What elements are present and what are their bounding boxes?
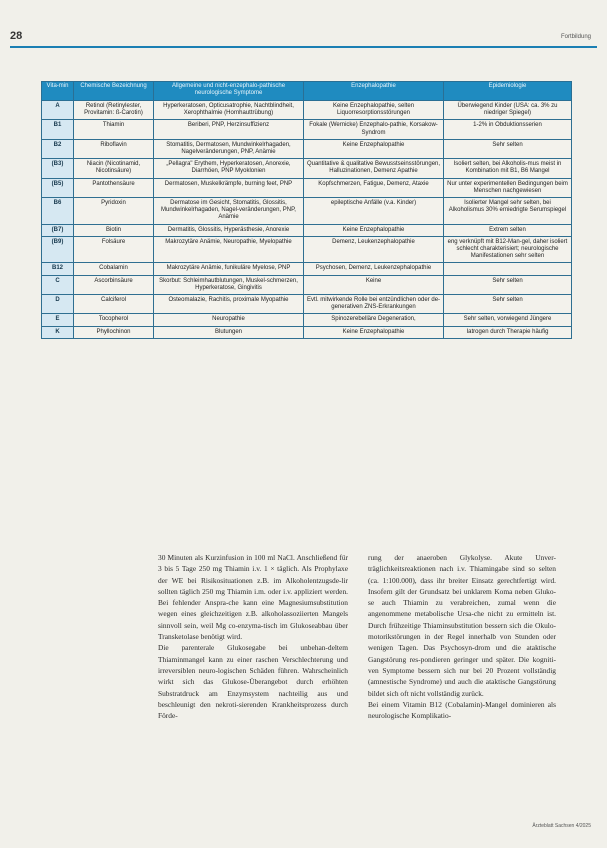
- cell-vitamin: B12: [42, 263, 74, 275]
- cell-epidemiology: Nur unter experimentellen Bedingungen beim Menschen nachgewiesen: [444, 178, 572, 197]
- cell-epidemiology: Sehr selten: [444, 139, 572, 158]
- paragraph: Bei einem Vitamin B12 (Cobalamin)-Mangel dominieren als neurologische Komplikatio-: [368, 699, 556, 721]
- paragraph: rung der anaeroben Glykolyse. Akute Unver-träglichkeitsreaktionen nach i.v. Thiamingabe sind so selten (ca. 1:100.000), dass ihr breiter Einsatz gerechtfertigt wird. Insofern gilt der Grundsatz bei unklarem Koma neben Gluko-se auch Thiamin zu verabreichen, zumal wenn die angenommene metabolische Ursa-che nicht zu ermitteln ist. Durch frühzeitige Thiaminsubstitution bessern sich die Okulo-motorikstörungen in der Regel innerhalb von Stunden oder wenigen Tagen. Das Psychosyn-drom und die ataktische Gangstörung res-pondieren geringer und später. Die kogniti-ven Symptome bessern sich nur bei 20 Prozent vollständig (amnestische Syndrome) und auch die ataktische Gangstörung bildet sich oft nicht vollständig zurück.: [368, 553, 556, 698]
- cell-vitamin: B6: [42, 198, 74, 225]
- cell-epidemiology: Sehr selten, vorwiegend Jüngere: [444, 314, 572, 326]
- cell-vitamin: (B7): [42, 224, 74, 236]
- cell-encephalopathy: Keine: [304, 275, 444, 294]
- page-footer: Ärzteblatt Sachsen 4/2025: [532, 823, 591, 829]
- cell-encephalopathy: epileptische Anfälle (v.a. Kinder): [304, 198, 444, 225]
- col-header-encephalopathy: Enzephalopathie: [304, 82, 444, 101]
- cell-encephalopathy: Evtl. mitwirkende Rolle bei entzündlichen oder de-generativen ZNS-Erkrankungen: [304, 295, 444, 314]
- cell-encephalopathy: Keine Enzephalopathie: [304, 224, 444, 236]
- paragraph: 30 Minuten als Kurzinfusion in 100 ml NaCl. Anschließend für 3 bis 5 Tage 250 mg Thiamin i.v. 1 × täglich. Als Prophylaxe der WE bei Risikosituationen z.B. im Alkoholentzugsde-lir sollten täglich 250 mg Thiamin i.m. oder i.v. appliziert werden. Bei fehlender Anspra-che kann eine Magnesiumsubstitution wegen eines gleichzeitigen z.B. alkoholassoziierten Mangels sinnvoll sein, weil Mg co-enzyma-tisch im Glukoseabbau über Transketolase benötigt wird.: [158, 553, 348, 642]
- table-row: [42, 178, 572, 197]
- table-row: [42, 275, 572, 294]
- cell-vitamin: A: [42, 101, 74, 120]
- table-row: [42, 101, 572, 120]
- body-column-right: [368, 552, 556, 721]
- cell-chemical-name: Niacin (Nicotinamid, Nicotinsäure): [74, 159, 154, 178]
- cell-encephalopathy: Spinozerebelläre Degeneration,: [304, 314, 444, 326]
- cell-symptoms: Osteomalazie, Rachitis, proximale Myopathie: [154, 295, 304, 314]
- header-rule: [10, 46, 597, 48]
- table-row: [42, 314, 572, 326]
- running-head: Fortbildung: [560, 34, 591, 40]
- cell-chemical-name: Tocopherol: [74, 314, 154, 326]
- cell-chemical-name: Riboflavin: [74, 139, 154, 158]
- cell-vitamin: B2: [42, 139, 74, 158]
- cell-vitamin: C: [42, 275, 74, 294]
- cell-vitamin: D: [42, 295, 74, 314]
- cell-chemical-name: Cobalamin: [74, 263, 154, 275]
- cell-chemical-name: Ascorbinsäure: [74, 275, 154, 294]
- cell-epidemiology: 1-2% in Obduktionsserien: [444, 120, 572, 139]
- cell-vitamin: E: [42, 314, 74, 326]
- cell-chemical-name: Biotin: [74, 224, 154, 236]
- cell-symptoms: Makrozytäre Anämie, Neuropathie, Myelopathie: [154, 236, 304, 263]
- col-header-vitamin: Vita-min: [42, 82, 74, 101]
- vitamin-table: [41, 81, 572, 339]
- cell-epidemiology: eng verknüpft mit B12-Man-gel, daher isoliert schlecht charakterisiert; neurologische Manifestationen sehr selten: [444, 236, 572, 263]
- cell-encephalopathy: Demenz, Leukenzephalopathie: [304, 236, 444, 263]
- table-row: [42, 236, 572, 263]
- cell-symptoms: Makrozytäre Anämie, funikuläre Myelose, PNP: [154, 263, 304, 275]
- cell-epidemiology: Iatrogen durch Therapie häufig: [444, 326, 572, 338]
- table-header-row: [42, 82, 572, 101]
- cell-vitamin: (B9): [42, 236, 74, 263]
- cell-chemical-name: Pyridoxin: [74, 198, 154, 225]
- cell-chemical-name: Folsäure: [74, 236, 154, 263]
- cell-chemical-name: Thiamin: [74, 120, 154, 139]
- cell-symptoms: Hyperkeratosen, Opticusatrophie, Nachtblindheit, Xerophthalmie (Hornhauttrübung): [154, 101, 304, 120]
- cell-chemical-name: Phyllochinon: [74, 326, 154, 338]
- cell-chemical-name: Calciferol: [74, 295, 154, 314]
- cell-vitamin: B1: [42, 120, 74, 139]
- cell-encephalopathy: Psychosen, Demenz, Leukenzephalopathie: [304, 263, 444, 275]
- cell-chemical-name: Retinol (Retinylester, Provitamin: ß-Carotin): [74, 101, 154, 120]
- table-row: [42, 263, 572, 275]
- cell-encephalopathy: Quantitative & qualitative Bewusstseinsstörungen, Halluzinationen, Demenz Apathie: [304, 159, 444, 178]
- cell-symptoms: Neuropathie: [154, 314, 304, 326]
- cell-epidemiology: Überwiegend Kinder (USA: ca. 3% zu niedriger Spiegel): [444, 101, 572, 120]
- col-header-symptoms: Allgemeine und nicht-enzephalo-pathische neurologische Symptome: [154, 82, 304, 101]
- table-row: [42, 159, 572, 178]
- col-header-chemical-name: Chemische Bezeichnung: [74, 82, 154, 101]
- paragraph: Die parenterale Glukosegabe bei unbehan-deltem Thiaminmangel kann zu einer raschen Verschlechterung und irreversiblen neuro-logischen Schäden führen. Wahrscheinlich wirkt sich das Glukose-Überangebot durch erhöhten Substratdruck am Enzymsystem nachteilig aus und beschleunigt den nekroti-sierenden Krankheitsprozess durch Förde-: [158, 643, 348, 721]
- cell-vitamin: (B5): [42, 178, 74, 197]
- cell-symptoms: Stomatitis, Dermatosen, Mundwinkelrhagaden, Nagelveränderungen, PNP, Anämie: [154, 139, 304, 158]
- cell-encephalopathy: Keine Enzephalopathie: [304, 326, 444, 338]
- cell-symptoms: „Pellagra" Erythem, Hyperkeratosen, Anorexie, Diarrhöen, PNP Myoklonien: [154, 159, 304, 178]
- cell-symptoms: Dermatose im Gesicht, Stomatitis, Glossitis, Mundwinkelrhagaden, Nagel-veränderungen, PNP, Anämie: [154, 198, 304, 225]
- table-row: [42, 139, 572, 158]
- cell-encephalopathy: Keine Enzephalopathie: [304, 139, 444, 158]
- cell-symptoms: Skorbut: Schleimhautblutungen, Muskel-schmerzen, Hyperkeratose, Gingivitis: [154, 275, 304, 294]
- cell-symptoms: Dermatitis, Glossitis, Hyperästhesie, Anorexie: [154, 224, 304, 236]
- cell-symptoms: Beriberi, PNP, Herzinsuffizienz: [154, 120, 304, 139]
- cell-epidemiology: Sehr selten: [444, 275, 572, 294]
- page-number: 28: [10, 30, 23, 42]
- cell-symptoms: Dermatosen, Muskelkrämpfe, burning feet, PNP: [154, 178, 304, 197]
- table-row: [42, 120, 572, 139]
- cell-epidemiology: [444, 263, 572, 275]
- cell-epidemiology: Sehr selten: [444, 295, 572, 314]
- cell-epidemiology: Extrem selten: [444, 224, 572, 236]
- col-header-epidemiology: Epidemiologie: [444, 82, 572, 101]
- cell-encephalopathy: Keine Enzephalopathie, selten Liquorresorptionsstörungen: [304, 101, 444, 120]
- table-body: [42, 101, 572, 339]
- table-row: [42, 198, 572, 225]
- cell-epidemiology: Isolierter Mangel sehr selten, bei Alkoholismus 30% erniedrigte Serumspiegel: [444, 198, 572, 225]
- cell-encephalopathy: Fokale (Wernicke) Enzephalo-pathie, Korsakow-Syndrom: [304, 120, 444, 139]
- table-row: [42, 326, 572, 338]
- table-row: [42, 224, 572, 236]
- cell-epidemiology: Isoliert selten, bei Alkoholis-mus meist in Kombination mit B1, B6 Mangel: [444, 159, 572, 178]
- cell-vitamin: (B3): [42, 159, 74, 178]
- table-row: [42, 295, 572, 314]
- body-column-left: [158, 552, 348, 721]
- cell-encephalopathy: Kopfschmerzen, Fatigue, Demenz, Ataxie: [304, 178, 444, 197]
- cell-vitamin: K: [42, 326, 74, 338]
- cell-symptoms: Blutungen: [154, 326, 304, 338]
- cell-chemical-name: Pantothensäure: [74, 178, 154, 197]
